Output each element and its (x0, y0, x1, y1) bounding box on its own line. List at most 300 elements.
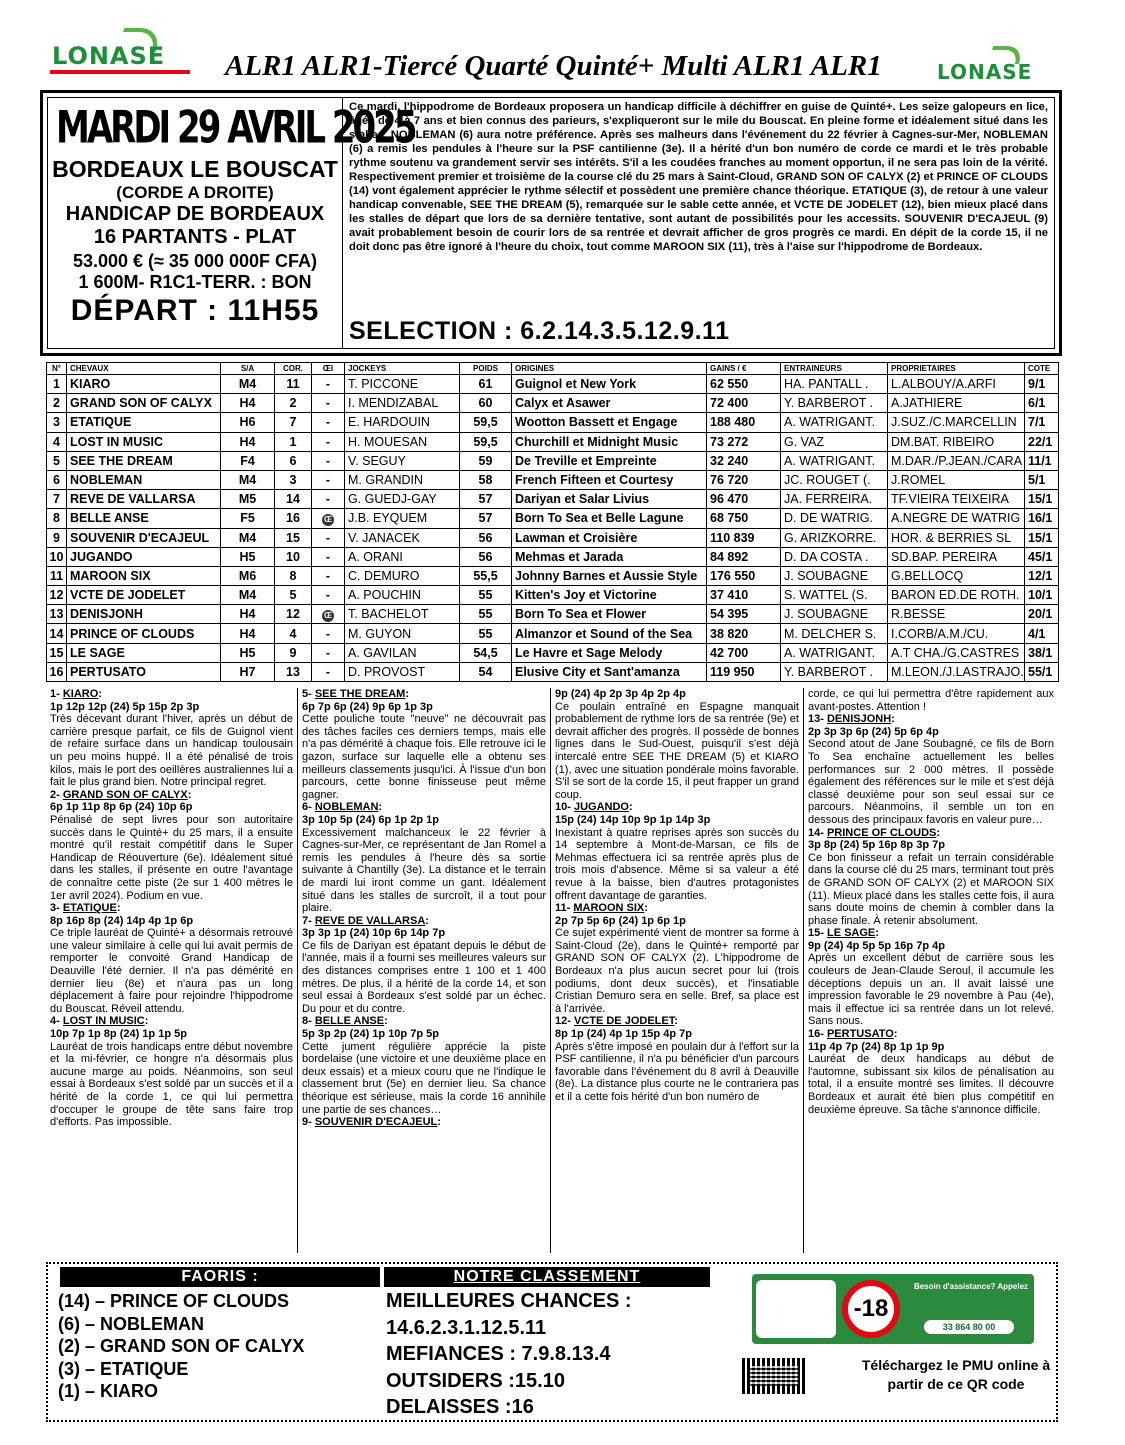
horse-comment: Ce fils de Dariyan est épatant depuis le début de l'année, mais il a fourni ses meilleures valeurs sur des distances comprises entre 1 100 et 1 400 mètres. De plus, il a hérité de la corde 14, et son seul essai à Bordeaux s'est soldé par un échec. Du pour et du contre. (302, 939, 546, 1015)
table-row (47, 451, 1059, 470)
table-cell: 54 395 (707, 605, 781, 624)
table-cell: 5/1 (1025, 470, 1059, 489)
table-cell: 6/1 (1025, 394, 1059, 413)
table-row (47, 528, 1059, 547)
column-header: ORIGINES (512, 363, 707, 375)
horse-performances: 1p 12p 12p (24) 5p 15p 2p 3p (50, 700, 200, 713)
race-summary (48, 98, 415, 348)
table-cell: 32 240 (707, 451, 781, 470)
favorite-item: (3) – ETATIQUE (58, 1358, 189, 1379)
table-cell (312, 509, 345, 528)
horse-performances: 6p 1p 11p 8p 6p (24) 10p 6p (50, 801, 193, 814)
table-cell: NOBLEMAN (67, 470, 221, 489)
table-cell: TF.VIEIRA TEIXEIRA (888, 490, 1025, 509)
classement-line: MEFIANCES : 7.9.8.13.4 (386, 1343, 611, 1365)
horse-heading: 12- VCTE DE JODELET: (555, 1015, 678, 1028)
table-cell: ETATIQUE (67, 413, 221, 432)
table-cell: 59 (460, 451, 512, 470)
table-cell: 4/1 (1025, 624, 1059, 643)
logo-bar (50, 70, 190, 74)
horse-heading: 13- DENISJONH: (808, 713, 895, 726)
column-header: ŒI (312, 363, 345, 375)
column-header: COR. (275, 363, 312, 375)
table-cell: GRAND SON OF CALYX (67, 394, 221, 413)
lonase-logo-right (935, 46, 1065, 86)
table-row (47, 605, 1059, 624)
table-cell: 72 400 (707, 394, 781, 413)
horse-performances: 3p 10p 5p (24) 6p 1p 2p 1p (302, 813, 439, 826)
table-cell: 7 (275, 413, 312, 432)
horse-heading: 1- KIARO: (50, 688, 102, 700)
table-cell: M.DAR./P.JEAN./CARA (888, 451, 1025, 470)
column-header: N° (47, 363, 67, 375)
horse-performances: 9p (24) 4p 5p 5p 16p 7p 4p (808, 939, 945, 952)
table-cell: G. ARIZKORRE. (781, 528, 888, 547)
table-cell: 38/1 (1025, 643, 1059, 662)
table-cell: H4 (221, 624, 275, 643)
table-cell: F4 (221, 451, 275, 470)
table-cell: HA. PANTALL . (781, 375, 888, 394)
table-cell: 15 (275, 528, 312, 547)
commentary-col-3 (551, 688, 804, 1253)
horse-performances: 3p 8p (24) 5p 16p 8p 3p 7p (808, 839, 945, 852)
faoris-title: FAORIS : (60, 1267, 380, 1287)
commentary-col-1 (46, 688, 298, 1253)
table-row (47, 509, 1059, 528)
table-cell: A. ORANI (345, 547, 460, 566)
table-row (47, 643, 1059, 662)
horse-comment: Après un excellent début de carrière sous les couleurs de Jean-Claude Seroul, il accumule les déceptions depuis un an. Il avait laissé une impression favorable le 29 novembre à Pau (4e), mais il effectue ici sa rentrée dans un lot relevé. Sans nous. (808, 952, 1054, 1028)
table-cell: E. HARDOUIN (345, 413, 460, 432)
table-row (47, 413, 1059, 432)
allocation: 53.000 € (≈ 35 000 000F CFA) (72, 251, 318, 271)
table-cell: 6 (47, 470, 67, 489)
table-cell: 55/1 (1025, 662, 1059, 681)
table-cell: SD.BAP. PEREIRA (888, 547, 1025, 566)
table-cell: Y. BARBEROT . (781, 662, 888, 681)
table-cell: I. MENDIZABAL (345, 394, 460, 413)
table-cell: C. DEMURO (345, 566, 460, 585)
classement-line: MEILLEURES CHANCES : (386, 1290, 632, 1312)
table-cell: Y. BARBEROT . (781, 394, 888, 413)
table-cell: H5 (221, 547, 275, 566)
horse-performances: 8p 16p 8p (24) 14p 4p 1p 6p (50, 914, 194, 927)
table-cell: 37 410 (707, 586, 781, 605)
column-header: ENTRAINEURS (781, 363, 888, 375)
table-cell: 119 950 (707, 662, 781, 681)
table-cell: 12 (47, 586, 67, 605)
table-cell: 22/1 (1025, 432, 1059, 451)
table-cell: 20/1 (1025, 605, 1059, 624)
table-cell: G. VAZ (781, 432, 888, 451)
table-cell: 55 (460, 624, 512, 643)
horse-heading: 5- SEE THE DREAM: (302, 688, 409, 700)
column-header: GAINS / € (707, 363, 781, 375)
table-cell: T. BACHELOT (345, 605, 460, 624)
table-cell: 54,5 (460, 643, 512, 662)
table-cell: M4 (221, 528, 275, 547)
partants: 16 PARTANTS - PLAT (93, 226, 297, 248)
table-cell: 10/1 (1025, 586, 1059, 605)
table-cell: 110 839 (707, 528, 781, 547)
horse-comment: Ce bon finisseur a refait un terrain considérable dans la course clé du 25 mars, terminant tout près de GRAND SON OF CALYX (2) et MAROON SIX (11). Mieux placé dans les stalles cette fois, il aura sans doute moins de chemin à combler dans la phase finale. À retenir absolument. (808, 851, 1054, 927)
table-cell: 6 (275, 451, 312, 470)
intro-text: Ce mardi, l'hippodrome de Bordeaux proposera un handicap difficile à déchiffrer en guise de Quinté+. Les seize galopeurs en lice, âgés de 4 à 7 ans et bien connus des parieurs, s'expliqueront sur le mile du Bouscat. En pleine forme et idéalement situé dans les stalles, NOBLEMAN (6) aura notre préférence. Après ses malheurs dans l'événement du 22 février à Cagnes-sur-Mer, NOBLEMAN (6) a remis les pendules à l'heure sur la PSF cantilienne (3e). Il a hérité d'un bon numéro de corde ce mardi et le très probable rythme soutenu va grandement servir ses intérêts. S'il a les coudées franches au moment opportun, il ne sera pas loin de la vérité. Respectivement premier et troisième de la course clé du 25 mars à Saint-Cloud, GRAND SON OF CALYX (2) et PRINCE OF CLOUDS (14) vont également apprécier le rythme sélectif et possèdent une première chance théorique. ETATIQUE (3), de retour à une valeur handicap convenable, SEE THE DREAM (5), remarquée sur le sable cette année, et VCTE DE JODELET (12), bien mieux placé dans les stalles de départ que lors de sa dernière tentative, sont autant de possibilités pour les accessits. SOUVENIR D'ECAJEUL (9) avait probablement besoin de courir lors de sa rentrée et devrait afficher de gros progrès ce mardi. En dépit de la corde 15, il ne doit donc pas être ignoré à l'heure du choix, tout comme MAROON SIX (11), très à l'aise sur l'hippodrome de Bordeaux. (349, 101, 1048, 253)
table-cell: 14 (47, 624, 67, 643)
blinkers-icon: Œ (324, 514, 332, 524)
table-cell: J. SOUBAGNE (781, 605, 888, 624)
table-cell: J.B. EYQUEM (345, 509, 460, 528)
table-cell: Almanzor et Sound of the Sea (512, 624, 707, 643)
table-cell: Wootton Bassett et Engage (512, 413, 707, 432)
table-cell: 42 700 (707, 643, 781, 662)
table-cell: 55 (460, 605, 512, 624)
hippodrome: BORDEAUX LE BOUSCAT (52, 156, 338, 182)
table-cell: S. WATTEL (S. (781, 586, 888, 605)
table-cell: A. WATRIGANT. (781, 643, 888, 662)
table-cell: M.LEON./J.LASTRAJO. (888, 662, 1025, 681)
favorite-item: (14) – PRINCE OF CLOUDS (58, 1291, 290, 1311)
responsible-gaming-banner (752, 1274, 1034, 1344)
table-cell: 58 (460, 470, 512, 489)
table-cell: 59,5 (460, 432, 512, 451)
table-cell: - (312, 394, 345, 413)
table-cell: 3 (275, 470, 312, 489)
table-cell: JUGANDO (67, 547, 221, 566)
classement-line: OUTSIDERS :15.10 (386, 1369, 565, 1392)
horse-comment: Très décevant durant l'hiver, après un début de carrière presque parfait, ce fils de Guignol vient de refaire surface dans un handicap toulousain un peu moins huppé. Il a été pénalisé de trois kilos, mais le port des oeillères australiennes lui a fait le plus grand bien. Notre principal regret. (50, 713, 293, 789)
table-cell: DM.BAT. RIBEIRO (888, 432, 1025, 451)
table-cell: 84 892 (707, 547, 781, 566)
column-header: COTE (1025, 363, 1059, 375)
table-cell: 68 750 (707, 509, 781, 528)
table-cell: 1 (275, 432, 312, 451)
table-cell: D. PROVOST (345, 662, 460, 681)
table-cell: J.SUZ./C.MARCELLIN (888, 413, 1025, 432)
table-cell: - (312, 662, 345, 681)
table-cell: 62 550 (707, 375, 781, 394)
table-cell: V. JANACEK (345, 528, 460, 547)
table-cell: A.NEGRE DE WATRIG (888, 509, 1025, 528)
depart-time: DÉPART : 11H55 (70, 294, 320, 327)
horse-performances: 2p 7p 5p 6p (24) 1p 6p 1p (555, 914, 686, 927)
runners-table (46, 362, 1059, 682)
horse-performances: 5p 3p 2p (24) 1p 10p 7p 5p (302, 1028, 439, 1041)
column-header: JOCKEYS (345, 363, 460, 375)
table-cell: D. DE WATRIG. (781, 509, 888, 528)
minus-18-label: -18 (853, 1295, 889, 1322)
table-cell: 76 720 (707, 470, 781, 489)
table-cell: SOUVENIR D'ECAJEUL (67, 528, 221, 547)
table-cell: MAROON SIX (67, 566, 221, 585)
table-cell: 57 (460, 490, 512, 509)
table-cell: I.CORB/A.M./CU. (888, 624, 1025, 643)
table-cell: - (312, 375, 345, 394)
table-cell: H7 (221, 662, 275, 681)
horse-performances: 10p 7p 1p 8p (24) 1p 1p 5p (50, 1028, 187, 1041)
horse-performances: 9p (24) 4p 2p 3p 4p 2p 4p (555, 688, 686, 700)
table-row (47, 586, 1059, 605)
blinkers-icon: Œ (324, 610, 332, 620)
table-cell: 5 (47, 451, 67, 470)
table-cell: 188 480 (707, 413, 781, 432)
table-cell: D. DA COSTA . (781, 547, 888, 566)
table-cell: M4 (221, 375, 275, 394)
horse-performances: 2p 3p 3p 6p (24) 5p 6p 4p (808, 725, 939, 738)
table-cell: 55,5 (460, 566, 512, 585)
race-name: HANDICAP DE BORDEAUX (65, 203, 325, 225)
classement-line: DELAISSES :16 (386, 1396, 534, 1418)
faoris-list (58, 1290, 304, 1403)
logo-text: LONASE (52, 42, 166, 70)
table-cell: Elusive City et Sant'amanza (512, 662, 707, 681)
table-cell: 16 (275, 509, 312, 528)
column-header: PROPRIETAIRES (888, 363, 1025, 375)
horse-comment: Ce triple lauréat de Quinté+ a désormais retrouvé une valeur similaire à celle qui lui avait permis de remporter le convoité Grand Handicap de Deauville l'été dernier. Il n'a pas démérité en dernier lieu (8e) et n'aura pas un long déplacement à faire pour rejoindre l'hippodrome du Bouscat. Réveil attendu. (50, 927, 293, 1015)
table-cell: 7 (47, 490, 67, 509)
table-cell: 38 820 (707, 624, 781, 643)
minus-18-icon (842, 1280, 900, 1338)
table-cell: BELLE ANSE (67, 509, 221, 528)
table-cell: Johnny Barnes et Aussie Style (512, 566, 707, 585)
horse-heading: 4- LOST IN MUSIC: (50, 1015, 149, 1028)
table-header-row (47, 363, 1059, 375)
table-row (47, 662, 1059, 681)
horse-heading: 11- MAROON SIX: (555, 902, 648, 915)
classement-line: 14.6.2.3.1.12.5.11 (386, 1316, 547, 1339)
table-cell: 13 (275, 662, 312, 681)
table-cell: 4 (47, 432, 67, 451)
table-cell: Mehmas et Jarada (512, 547, 707, 566)
table-cell: 61 (460, 375, 512, 394)
corde: (CORDE A DROITE) (116, 183, 274, 202)
table-cell: 56 (460, 547, 512, 566)
table-cell: 1 (47, 375, 67, 394)
table-cell: Dariyan et Salar Livius (512, 490, 707, 509)
horse-performances: 8p 1p (24) 4p 1p 15p 4p 7p (555, 1028, 692, 1041)
table-cell: J. SOUBAGNE (781, 566, 888, 585)
horse-performances: 3p 3p 1p (24) 10p 6p 14p 7p (302, 927, 446, 940)
table-cell: Guignol et New York (512, 375, 707, 394)
table-cell: 11/1 (1025, 451, 1059, 470)
table-cell: 9/1 (1025, 375, 1059, 394)
favorite-item: (6) – NOBLEMAN (58, 1313, 205, 1334)
table-cell: M. GUYON (345, 624, 460, 643)
table-cell: 10 (47, 547, 67, 566)
table-cell: 12/1 (1025, 566, 1059, 585)
table-cell: 9 (275, 643, 312, 662)
table-cell: H6 (221, 413, 275, 432)
table-cell: - (312, 624, 345, 643)
table-body (47, 375, 1059, 682)
table-cell: 11 (47, 566, 67, 585)
table-cell: JC. ROUGET (. (781, 470, 888, 489)
horse-comment: Lauréat de deux handicaps au début de l'automne, subissant six kilos de pénalisation au total, il a ensuite montré ses limites. Il découvre Bordeaux et aurait été bien plus compétitif en deuxième épreuve. Sa tâche s'annonce difficile. (808, 1053, 1054, 1116)
table-cell: De Treville et Empreinte (512, 451, 707, 470)
table-cell: 16/1 (1025, 509, 1059, 528)
table-row (47, 566, 1059, 585)
table-cell: 3 (47, 413, 67, 432)
favorite-item: (1) – KIARO (58, 1381, 159, 1401)
table-cell: 60 (460, 394, 512, 413)
horse-performances: 6p 7p 6p (24) 9p 6p 1p 3p (302, 700, 433, 713)
horse-heading: 6- NOBLEMAN: (302, 801, 383, 814)
table-cell: J.ROMEL (888, 470, 1025, 489)
table-cell: - (312, 432, 345, 451)
table-cell: Churchill et Midnight Music (512, 432, 707, 451)
table-cell: 15/1 (1025, 528, 1059, 547)
horse-comment: Excessivement malchanceux le 22 février à Cagnes-sur-Mer, ce représentant de Jan Romel a remis les pendules à l'heure dès sa sortie suivante à Chantilly (3e). La distance et le terrain de mardi lui iront comme un gant. Idéalement situé dans les stalles de surcroît, il a tout pour plaire. (302, 826, 546, 915)
column-header: CHEVAUX (67, 363, 221, 375)
table-cell: 5 (275, 586, 312, 605)
table-cell: 96 470 (707, 490, 781, 509)
commentary-col-4 (804, 688, 1058, 1253)
table-cell: - (312, 470, 345, 489)
table-cell: 176 550 (707, 566, 781, 585)
table-cell: 73 272 (707, 432, 781, 451)
table-cell: H4 (221, 432, 275, 451)
table-row (47, 375, 1059, 394)
bottom-box (46, 1262, 1058, 1422)
table-cell: REVE DE VALLARSA (67, 490, 221, 509)
table-cell: 16 (47, 662, 67, 681)
table-cell: VCTE DE JODELET (67, 586, 221, 605)
race-intro (349, 98, 1048, 348)
table-cell: M6 (221, 566, 275, 585)
table-cell: 57 (460, 509, 512, 528)
help-phone: 33 864 80 00 (924, 1320, 1014, 1334)
horse-heading: 14- PRINCE OF CLOUDS: (808, 826, 941, 839)
table-cell: H5 (221, 643, 275, 662)
table-cell: 11 (275, 375, 312, 394)
qr-code-icon[interactable] (742, 1358, 806, 1394)
table-cell: H4 (221, 394, 275, 413)
table-cell: 12 (275, 605, 312, 624)
horse-comment: Inexistant à quatre reprises après son succès du 14 septembre à Mont-de-Marsan, ce fils de Mehmas effectuera ici sa rentrée après plus de trois mois d'absence. Même si sa valeur a été revue à la baisse, bien d'autres protagonistes offrent davantage de garanties. (555, 826, 799, 902)
horse-heading: 8- BELLE ANSE: (302, 1015, 388, 1028)
table-cell: 9 (47, 528, 67, 547)
table-cell: Born To Sea et Flower (512, 605, 707, 624)
table-row (47, 547, 1059, 566)
table-cell: Le Havre et Sage Melody (512, 643, 707, 662)
table-cell: M5 (221, 490, 275, 509)
table-cell: DENISJONH (67, 605, 221, 624)
table-cell: A.JATHIERE (888, 394, 1025, 413)
column-header: S/A (221, 363, 275, 375)
table-cell: A. WATRIGANT. (781, 413, 888, 432)
table-cell: R.BESSE (888, 605, 1025, 624)
table-cell: 59,5 (460, 413, 512, 432)
horse-heading: 9- SOUVENIR D'ECAJEUL: (302, 1116, 441, 1129)
table-cell: - (312, 490, 345, 509)
race-info-box (40, 90, 1062, 356)
horse-comment: Cette jument régulière apprécie la piste bordelaise (une victoire et une deuxième place en deux essais) et a mieux couru que ne l'indique le classement brut (5e) en dernier lieu. Sa chance théorique est sérieuse, mais la corde 16 annihile une partie de ses chances… (302, 1040, 546, 1116)
horse-comment: Ce poulain entraîné en Espagne manquait probablement de rythme lors de sa rentrée (9e) et devrait afficher des progrès. Il possède de bonnes lignes dans le Sud-Ouest, puisqu'il s'est déjà intercalé entre SEE THE DREAM (5) et KIARO (1), avec une situation pondérale moins favorable. S'il se sort de la corde 15, il peut frapper un grand coup. (555, 700, 799, 801)
table-cell: M4 (221, 470, 275, 489)
table-cell: Kitten's Joy et Victorine (512, 586, 707, 605)
classement-title: NOTRE CLASSEMENT (384, 1267, 710, 1287)
table-row (47, 432, 1059, 451)
table-cell: F5 (221, 509, 275, 528)
table-cell: KIARO (67, 375, 221, 394)
table-cell: M. DELCHER S. (781, 624, 888, 643)
table-cell: 13 (47, 605, 67, 624)
table-row (47, 624, 1059, 643)
table-cell: BARON ED.DE ROTH. (888, 586, 1025, 605)
horse-comment: Cette pouliche toute "neuve" ne découvrait pas des tâches faciles ces derniers temps, mais elle n'a pas démérité à chaque fois. Elle retrouve ici le gazon, surface sur laquelle elle a obtenu ses meilleurs classements jusqu'ici. À l'issue d'un bon parcours, cette bonne finisseuse peut même gagner. (302, 713, 546, 801)
table-cell: 14 (275, 490, 312, 509)
horse-heading: 7- REVE DE VALLARSA: (302, 914, 429, 927)
logo-text: LONASE (937, 60, 1033, 84)
classement-list (386, 1288, 632, 1421)
column-header: POIDS (460, 363, 512, 375)
horse-heading: 10- JUGANDO: (555, 801, 633, 814)
table-cell: G.BELLOCQ (888, 566, 1025, 585)
table-row (47, 490, 1059, 509)
table-cell: A. POUCHIN (345, 586, 460, 605)
favorite-item: (2) – GRAND SON OF CALYX (58, 1336, 305, 1356)
horse-heading: 2- GRAND SON OF CALYX: (50, 788, 192, 801)
table-cell: - (312, 586, 345, 605)
table-cell: 15 (47, 643, 67, 662)
commentary-col-2 (298, 688, 551, 1253)
table-cell: M4 (221, 586, 275, 605)
race-date: MARDI 29 AVRIL 2025 (56, 102, 415, 154)
qr-caption: Téléchargez le PMU online à partir de ce QR code (861, 1357, 1051, 1392)
table-cell: H. MOUESAN (345, 432, 460, 451)
horse-comment: Après s'être imposé en poulain dur à l'effort sur la PSF cantilienne, il n'a pu bénéficier d'un parcours favorable dans l'événement du 8 avril à Deauville (8e). La distance plus courte ne le contrariera pas et il a cette fois hérité d'un bon numéro de (555, 1040, 799, 1103)
table-cell: 2 (47, 394, 67, 413)
horse-performances: 15p (24) 14p 10p 9p 1p 14p 3p (555, 813, 711, 826)
lonase-logo (50, 28, 190, 78)
table-cell: SEE THE DREAM (67, 451, 221, 470)
table-cell: H4 (221, 605, 275, 624)
horse-performances: 11p 4p 7p (24) 8p 1p 1p 9p (808, 1040, 945, 1053)
table-cell: 56 (460, 528, 512, 547)
table-cell: 2 (275, 394, 312, 413)
page-title: ALR1 ALR1-Tiercé Quarté Quinté+ Multi ALR1 ALR1 (225, 50, 882, 82)
table-cell: Lawman et Croisière (512, 528, 707, 547)
table-cell: T. PICCONE (345, 375, 460, 394)
table-cell: 7/1 (1025, 413, 1059, 432)
horse-comment: Second atout de Jane Soubagné, ce fils de Born To Sea enchaîne actuellement les belles performances sur 2 000 mètres. Il possède également des références sur le mile et s'est déjà classé deuxième pour son seul essai sur ce parcours. Néanmoins, il semble un ton en dessous des principaux favoris en valeur pure… (808, 738, 1054, 826)
table-cell: LE SAGE (67, 643, 221, 662)
table-cell: 45/1 (1025, 547, 1059, 566)
table-cell: 8 (275, 566, 312, 585)
table-cell: G. GUEDJ-GAY (345, 490, 460, 509)
table-row (47, 394, 1059, 413)
table-cell: - (312, 451, 345, 470)
table-cell: 10 (275, 547, 312, 566)
selection: SELECTION : 6.2.14.3.5.12.9.11 (349, 317, 730, 345)
horse-heading: 16- PERTUSATO: (808, 1028, 898, 1041)
table-cell: JA. FERREIRA. (781, 490, 888, 509)
table-cell: V. SEGUY (345, 451, 460, 470)
table-cell: A. GAVILAN (345, 643, 460, 662)
table-cell: A.T CHA./G.CASTRES (888, 643, 1025, 662)
table-cell: - (312, 528, 345, 547)
table-cell: 15/1 (1025, 490, 1059, 509)
table-cell: 8 (47, 509, 67, 528)
table-cell: M. GRANDIN (345, 470, 460, 489)
table-cell: LOST IN MUSIC (67, 432, 221, 451)
table-cell: L.ALBOUY/A.ARFI (888, 375, 1025, 394)
table-cell: HOR. & BERRIES SL (888, 528, 1025, 547)
table-cell: PERTUSATO (67, 662, 221, 681)
horse-comment: corde, ce qui lui permettra d'être rapidement aux avant-postes. Attention ! (808, 688, 1054, 713)
commentary (46, 688, 1058, 1253)
table-cell: - (312, 643, 345, 662)
